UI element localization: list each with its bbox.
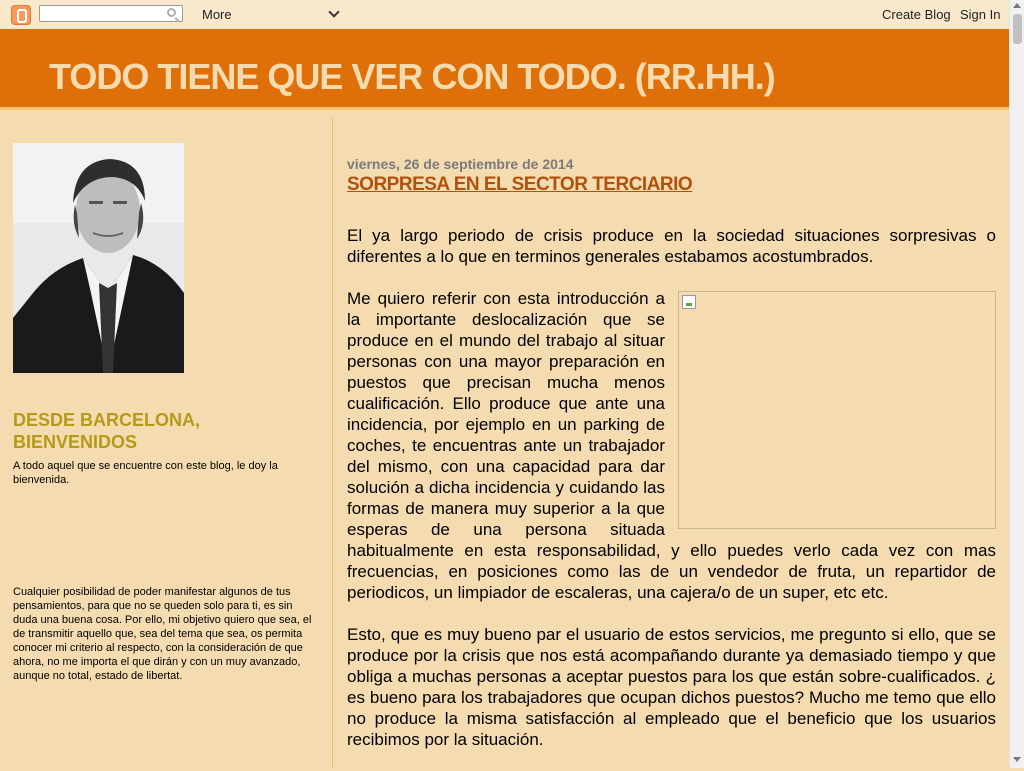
blogger-navbar bbox=[0, 0, 1009, 30]
scroll-down-icon[interactable] bbox=[1013, 757, 1021, 762]
sidebar-divider bbox=[332, 117, 333, 768]
vertical-scrollbar[interactable] bbox=[1009, 0, 1024, 768]
create-blog-link[interactable]: Create Blog bbox=[882, 7, 951, 22]
chevron-down-icon[interactable] bbox=[328, 6, 339, 17]
blogger-logo-icon[interactable] bbox=[11, 5, 31, 25]
portrait-image bbox=[13, 143, 184, 373]
blog-title[interactable]: TODO TIENE QUE VER CON TODO. (RR.HH.) bbox=[49, 56, 775, 97]
post-paragraph: Esto, que es muy bueno par el usuario de estos servicios, me pregunto si ello, que se produce por la crisis que nos está acompañando durante ya demasiado tiempo y que obliga a muchas personas a aceptar puestos para los que están sobre-cualificados. ¿ es bueno para los trabajadores que ocupan dichos puestos? Mucho me temo que ello no produce la misma satisfacción al empleado que el beneficio que los usuarios recibimos por la situación. bbox=[347, 625, 996, 749]
post-paragraph: El ya largo periodo de crisis produce en la sociedad situaciones sorpresivas o diferentes a lo que en terminos generales estabamos acostumbrados. bbox=[347, 226, 996, 266]
sign-in-link[interactable]: Sign In bbox=[960, 7, 1001, 22]
post-body bbox=[347, 225, 996, 771]
profile-photo bbox=[13, 143, 184, 373]
scroll-thumb[interactable] bbox=[1013, 14, 1022, 44]
post-date: viernes, 26 de septiembre de 2014 bbox=[347, 156, 574, 172]
sidebar-heading: DESDE BARCELONA, BIENVENIDOS bbox=[13, 410, 201, 452]
search-icon[interactable] bbox=[167, 8, 176, 17]
scroll-up-icon[interactable] bbox=[1013, 3, 1021, 8]
post-paragraph: Me quiero referir con esta introducción a la importante deslocalización que se produce en el mundo del trabajo al situar personas con una mayor preparación en puestos que precisan mucha menos cualificación. Ello produce que ante una incidencia, por ejemplo en un parking de coches, te encuentras ante un trabajador del mismo, con una capacidad para dar solución a dicha incidencia y cuidando las formas de manera muy superior a la que esperas de una persona situada habitualmente en esta responsabilidad, y ello puedes verlo cada vez con mas frecuencias, en posiciones como las de un vendedor de fruta, un repartidor de periodicos, un limpiador de escaleras, una cajera/o de un super, etc etc. bbox=[347, 289, 996, 602]
blog-header bbox=[0, 29, 1009, 110]
search-input[interactable] bbox=[39, 5, 183, 22]
post-title[interactable]: SORPRESA EN EL SECTOR TERCIARIO bbox=[347, 174, 693, 195]
welcome-text: A todo aquel que se encuentre con este blog, le doy la bienvenida. bbox=[13, 460, 278, 486]
more-dropdown[interactable]: More bbox=[202, 7, 232, 22]
broken-image-icon bbox=[682, 295, 696, 309]
about-text: Cualquier posibilidad de poder manifestar algunos de tus pensamientos, para que no se queden solo para ti, es sin duda una buena cosa. Por ello, mi objetivo quiero que sea, el de transmitir aquello que, sea del tema que sea, os permita conocer mi criterio al respecto, con la consideración de que ahora, no me importa el que dirán y con un muy avanzado, aunque no total, estado de libertat. bbox=[13, 586, 312, 682]
post-image[interactable] bbox=[678, 291, 996, 529]
